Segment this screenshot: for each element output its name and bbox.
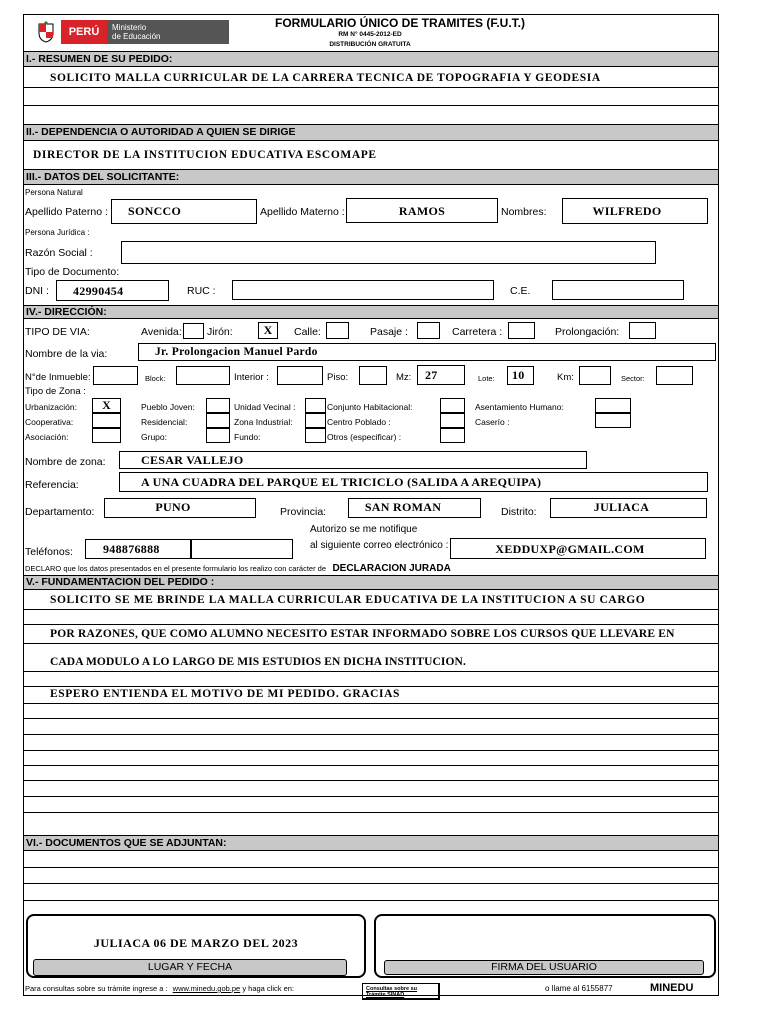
- sector-label: Sector:: [621, 374, 645, 383]
- avenida-label: Avenida:: [141, 326, 182, 338]
- lote-value: 10: [512, 368, 525, 382]
- grupo-checkbox[interactable]: [206, 428, 230, 443]
- ruc-label: RUC :: [187, 285, 216, 297]
- apellido-materno-label: Apellido Materno :: [260, 206, 345, 218]
- consultas-line: [25, 984, 294, 993]
- fundamentacion-line-4: ESPERO ENTIENDA EL MOTIVO DE MI PEDIDO. GRACIAS: [50, 688, 401, 700]
- declaracion-jurada-text: DECLARACION JURADA: [332, 563, 451, 574]
- jiron-label: Jirón:: [207, 326, 233, 338]
- lote-label: Lote:: [478, 374, 495, 383]
- nombre-via-label: Nombre de la via:: [25, 348, 108, 360]
- provincia-value: SAN ROMAN: [364, 500, 442, 514]
- minedu-label: MINEDU: [650, 982, 694, 994]
- minedu-logo: [33, 20, 229, 44]
- razon-social-field[interactable]: [121, 241, 656, 264]
- departamento-label: Departamento:: [25, 506, 95, 518]
- departamento-value: PUNO: [155, 500, 191, 514]
- mz-value: 27: [425, 368, 438, 382]
- resumen-text: SOLICITO MALLA CURRICULAR DE LA CARRERA TECNICA DE TOPOGRAFIA Y GEODESIA: [50, 72, 601, 84]
- block-label: Block:: [145, 374, 166, 383]
- provincia-label: Provincia:: [280, 506, 327, 518]
- divider: [23, 883, 719, 884]
- nombre-zona-value: CESAR VALLEJO: [141, 453, 244, 467]
- pasaje-checkbox[interactable]: [417, 322, 440, 339]
- divider: [23, 686, 719, 687]
- piso-field[interactable]: [359, 366, 387, 385]
- divider: [23, 643, 719, 644]
- declaro-text: DECLARO que los datos presentados en el presente formulario los realizo con carácter de: [25, 564, 326, 573]
- urbanizacion-label: Urbanización:: [25, 402, 77, 412]
- logo-peru-block: PERÚ: [61, 20, 107, 44]
- ce-field[interactable]: [552, 280, 684, 300]
- fundo-checkbox[interactable]: [305, 428, 326, 443]
- residencial-checkbox[interactable]: [206, 413, 230, 428]
- divider: [23, 703, 719, 704]
- divider: [23, 780, 719, 781]
- unidad-vecinal-checkbox[interactable]: [305, 398, 326, 413]
- asociacion-checkbox[interactable]: [92, 428, 121, 443]
- persona-juridica-label: Persona Jurídica :: [25, 228, 90, 237]
- calle-checkbox[interactable]: [326, 322, 349, 339]
- distribution-note: DISTRIBUCIÓN GRATUITA: [329, 41, 411, 48]
- divider: [23, 624, 719, 625]
- tipo-via-label: TIPO DE VIA:: [25, 326, 90, 338]
- email-value: XEDDUXP@GMAIL.COM: [495, 542, 645, 556]
- sinad-line-1: Consultas sobre su: [366, 986, 418, 992]
- divider: [23, 609, 719, 610]
- divider: [23, 750, 719, 751]
- section-fundamentacion-header: V.- FUNDAMENTACION DEL PEDIDO :: [24, 575, 718, 590]
- zona-industrial-label: Zona Industrial:: [234, 417, 293, 427]
- lugar-fecha-caption: LUGAR Y FECHA: [33, 959, 347, 976]
- centro-poblado-checkbox[interactable]: [440, 413, 465, 428]
- caserio-label: Caserío :: [475, 417, 510, 427]
- km-label: Km:: [557, 372, 574, 383]
- minedu-link[interactable]: www.minedu.gob.pe: [172, 984, 241, 993]
- conjunto-habitacional-label: Conjunto Habitacional:: [327, 402, 413, 412]
- ce-label: C.E.: [510, 285, 531, 297]
- dependencia-text: DIRECTOR DE LA INSTITUCION EDUCATIVA ESCOMAPE: [33, 149, 377, 161]
- asentamiento-humano-checkbox[interactable]: [595, 398, 631, 413]
- carretera-checkbox[interactable]: [508, 322, 535, 339]
- declaracion-jurada: [25, 561, 451, 575]
- divider: [23, 87, 719, 88]
- section-dependencia-header: II.- DEPENDENCIA O AUTORIDAD A QUIEN SE DIRIGE: [24, 124, 718, 141]
- firma-caption: FIRMA DEL USUARIO: [384, 960, 704, 975]
- razon-social-label: Razón Social :: [25, 247, 93, 259]
- coat-of-arms-icon: [35, 21, 57, 43]
- mz-label: Mz:: [396, 372, 412, 383]
- calle-label: Calle:: [294, 326, 321, 338]
- centro-poblado-label: Centro Poblado :: [327, 417, 391, 427]
- tipo-documento-label: Tipo de Documento:: [25, 266, 120, 278]
- autorizo-line2: al siguiente correo electrónico :: [310, 540, 449, 551]
- logo-ministry-block: Ministerio de Educación: [107, 20, 229, 44]
- dni-label: DNI :: [25, 285, 49, 297]
- distrito-value: JULIACA: [593, 500, 650, 514]
- section-direccion-header: IV.- DIRECCIÓN:: [24, 305, 718, 319]
- prolongacion-checkbox[interactable]: [629, 322, 656, 339]
- apellido-paterno-value: SONCCO: [128, 204, 182, 218]
- divider: [23, 671, 719, 672]
- tipo-zona-label: Tipo de Zona :: [25, 386, 86, 397]
- cooperativa-label: Cooperativa:: [25, 417, 74, 427]
- inmueble-label: N°de Inmueble:: [25, 372, 91, 383]
- sinad-line-2: Trámite SINAD: [366, 992, 405, 998]
- nombre-via-value: Jr. Prolongacion Manuel Pardo: [155, 346, 318, 358]
- sinad-button[interactable]: [362, 983, 440, 1000]
- section-resumen-header: I.- RESUMEN DE SU PEDIDO:: [24, 51, 718, 67]
- otros-label: Otros (especificar) :: [327, 432, 402, 442]
- asociacion-label: Asociación:: [25, 432, 69, 442]
- grupo-label: Grupo:: [141, 432, 167, 442]
- distrito-label: Distrito:: [501, 506, 537, 518]
- apellido-materno-value: RAMOS: [398, 204, 446, 218]
- referencia-label: Referencia:: [25, 479, 79, 491]
- dni-value: 42990454: [73, 284, 124, 298]
- section-documentos-header: VI.- DOCUMENTOS QUE SE ADJUNTAN:: [24, 835, 718, 851]
- consultas-text: Para consultas sobre su trámite ingrese a :: [25, 984, 168, 993]
- nombres-label: Nombres:: [501, 206, 547, 218]
- divider: [23, 734, 719, 735]
- fundamentacion-line-1: SOLICITO SE ME BRINDE LA MALLA CURRICULAR EDUCATIVA DE LA INSTITUCION A SU CARGO: [50, 594, 646, 606]
- asentamiento-humano-label: Asentamiento Humano:: [475, 402, 564, 412]
- caserio-checkbox[interactable]: [595, 413, 631, 428]
- form-title: FORMULARIO ÚNICO DE TRAMITES (F.U.T.): [275, 16, 525, 30]
- unidad-vecinal-label: Unidad Vecinal :: [234, 402, 296, 412]
- telefonos-label: Teléfonos:: [25, 546, 73, 558]
- inmueble-field[interactable]: [93, 366, 138, 385]
- apellido-paterno-label: Apellido Paterno :: [25, 206, 108, 218]
- sector-field[interactable]: [656, 366, 693, 385]
- divider: [23, 796, 719, 797]
- divider: [23, 867, 719, 868]
- haga-click-text: y haga click en:: [242, 984, 295, 993]
- km-field[interactable]: [579, 366, 611, 385]
- block-field[interactable]: [176, 366, 230, 385]
- fundo-label: Fundo:: [234, 432, 261, 442]
- carretera-label: Carretera :: [452, 326, 503, 338]
- telefono-value: 948876888: [103, 542, 160, 556]
- divider: [23, 765, 719, 766]
- fundamentacion-line-2: POR RAZONES, QUE COMO ALUMNO NECESITO ESTAR INFORMADO SOBRE LOS CURSOS QUE LLEVARE EN: [50, 628, 675, 640]
- section-solicitante-header: III.- DATOS DEL SOLICITANTE:: [24, 169, 718, 185]
- otros-checkbox[interactable]: [440, 428, 465, 443]
- llame-text: o llame al 6155877: [545, 984, 613, 993]
- avenida-checkbox[interactable]: [183, 323, 204, 339]
- conjunto-habitacional-checkbox[interactable]: [440, 398, 465, 413]
- referencia-value: A UNA CUADRA DEL PARQUE EL TRICICLO (SALIDA A AREQUIPA): [141, 475, 542, 489]
- divider: [23, 900, 719, 901]
- nombre-zona-label: Nombre de zona:: [25, 456, 106, 468]
- cooperativa-checkbox[interactable]: [92, 413, 121, 428]
- interior-label: Interior :: [234, 372, 269, 383]
- urbanizacion-checkbox[interactable]: X: [92, 398, 121, 413]
- rm-number: RM N° 0445-2012-ED: [338, 31, 402, 38]
- persona-natural-label: Persona Natural: [25, 188, 83, 197]
- interior-field[interactable]: [277, 366, 323, 385]
- divider: [23, 105, 719, 106]
- fundamentacion-line-3: CADA MODULO A LO LARGO DE MIS ESTUDIOS EN DICHA INSTITUCION.: [50, 656, 466, 668]
- pueblo-joven-checkbox[interactable]: [206, 398, 230, 413]
- pasaje-label: Pasaje :: [370, 326, 408, 338]
- nombres-value: WILFREDO: [592, 204, 662, 218]
- piso-label: Piso:: [327, 372, 349, 383]
- ruc-field[interactable]: [232, 280, 494, 300]
- telefono-field-2[interactable]: [191, 539, 293, 559]
- lugar-fecha-value: JULIACA 06 DE MARZO DEL 2023: [93, 936, 299, 950]
- divider: [23, 718, 719, 719]
- pueblo-joven-label: Pueblo Joven:: [141, 402, 195, 412]
- jiron-checkbox[interactable]: X: [258, 322, 278, 339]
- zona-industrial-checkbox[interactable]: [305, 413, 326, 428]
- prolongacion-label: Prolongación:: [555, 326, 620, 338]
- autorizo-line1: Autorizo se me notifique: [310, 524, 418, 535]
- divider: [23, 812, 719, 813]
- residencial-label: Residencial:: [141, 417, 188, 427]
